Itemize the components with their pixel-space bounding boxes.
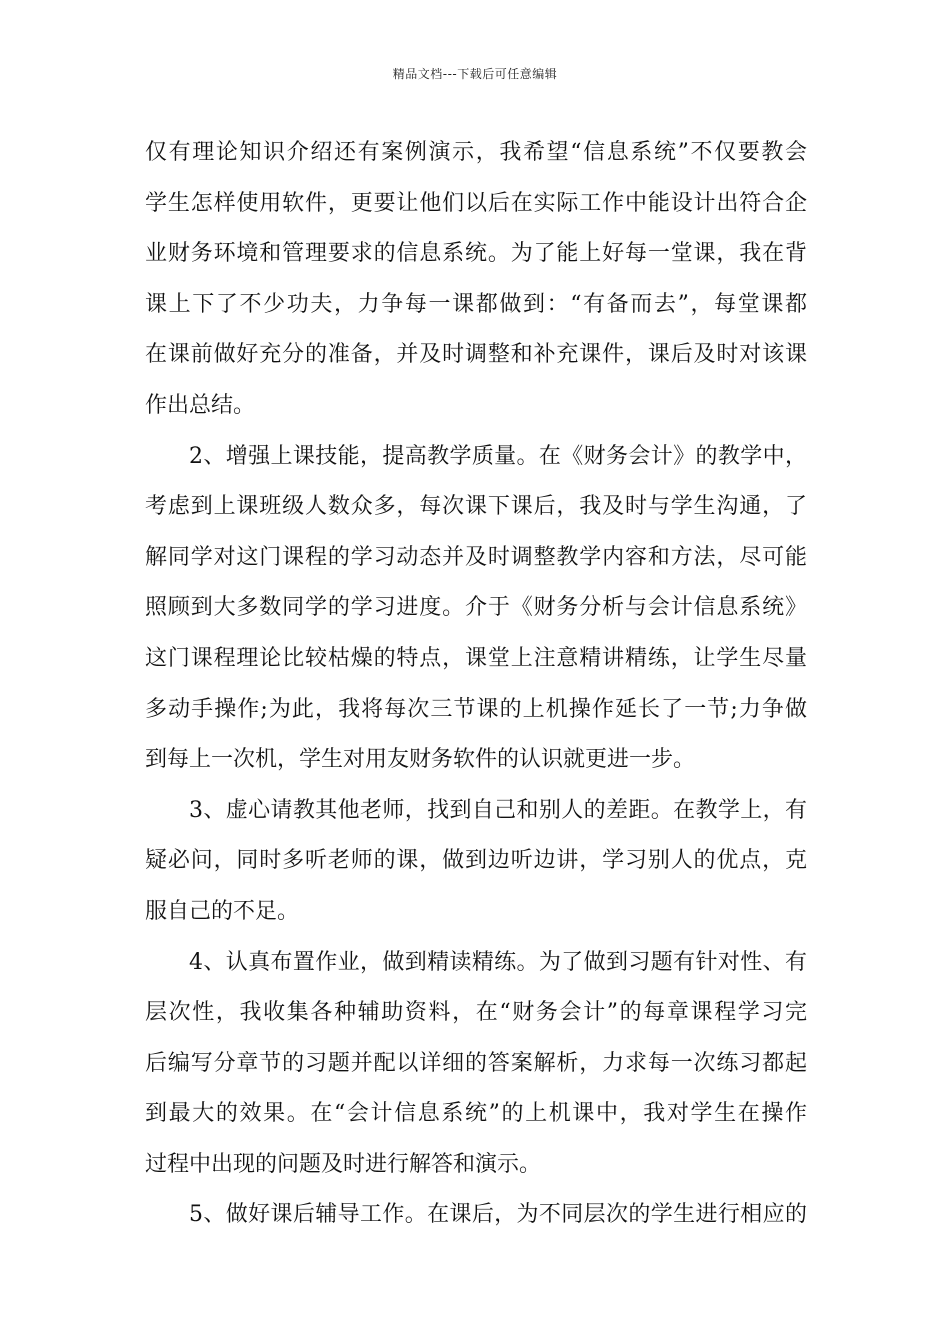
text-line: 仅有理论知识介绍还有案例演示，我希望“信息系统”不仅要教会: [145, 140, 807, 165]
text-line: 后编写分章节的习题并配以详细的答案解析，力求每一次练习都起: [145, 1050, 807, 1076]
text-line: 疑必问，同时多听老师的课，做到边听边讲，学习别人的优点，克: [145, 848, 807, 874]
text-line: 解同学对这门课程的学习动态并及时调整教学内容和方法，尽可能: [145, 544, 807, 570]
text-line: 4、认真布置作业，做到精读精练。为了做到习题有针对性、有: [189, 949, 807, 975]
text-line: 照顾到大多数同学的学习进度。介于《财务分析与会计信息系统》: [145, 595, 807, 621]
text-line: 2、增强上课技能，提高教学质量。在《财务会计》的教学中，: [189, 443, 807, 469]
text-line: 业财务环境和管理要求的信息系统。为了能上好每一堂课，我在背: [145, 241, 807, 267]
text-line: 5、做好课后辅导工作。在课后，为不同层次的学生进行相应的: [189, 1202, 807, 1228]
text-line: 到最大的效果。在“会计信息系统”的上机课中，我对学生在操作: [145, 1101, 807, 1127]
text-line: 考虑到上课班级人数众多，每次课下课后，我及时与学生沟通，了: [145, 494, 807, 520]
text-line: 多动手操作;为此，我将每次三节课的上机操作延长了一节;力争做: [145, 696, 807, 722]
text-line: 层次性，我收集各种辅助资料，在“财务会计”的每章课程学习完: [145, 1000, 807, 1026]
text-line: 过程中出现的问题及时进行解答和演示。: [145, 1151, 542, 1177]
text-line: 到每上一次机，学生对用友财务软件的认识就更进一步。: [145, 747, 696, 773]
text-line: 作出总结。: [145, 392, 256, 418]
text-line: 服自己的不足。: [145, 898, 300, 924]
text-line: 这门课程理论比较枯燥的特点，课堂上注意精讲精练，让学生尽量: [145, 645, 807, 671]
text-line: 3、虚心请教其他老师，找到自己和别人的差距。在教学上，有: [189, 797, 807, 823]
body-text: [145, 134, 807, 1247]
text-line: 学生怎样使用软件，更要让他们以后在实际工作中能设计出符合企: [145, 190, 807, 216]
text-line: 课上下了不少功夫，力争每一课都做到：“有备而去”，每堂课都: [145, 291, 807, 317]
text-line: 在课前做好充分的准备，并及时调整和补充课件，课后及时对该课: [145, 342, 807, 368]
page-header: 精品文档---下载后可任意编辑: [392, 67, 558, 81]
